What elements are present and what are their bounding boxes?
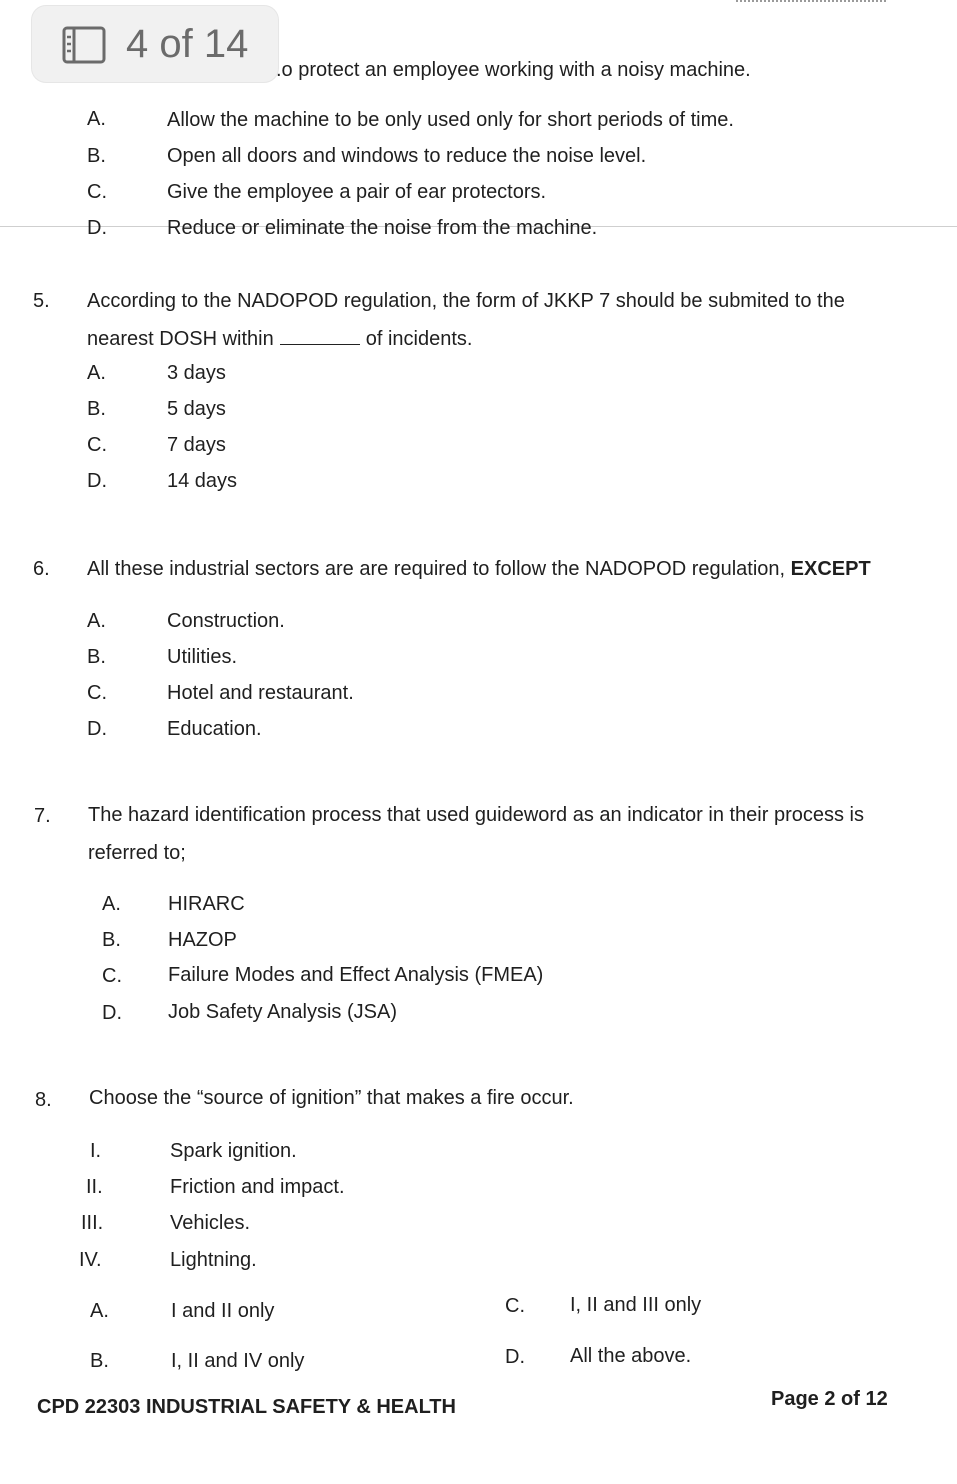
q7-option-d-letter: D. bbox=[102, 1002, 122, 1024]
q5-answer-blank bbox=[280, 326, 360, 345]
q6-emphasis: EXCEPT bbox=[790, 558, 871, 580]
q7-option-a-letter: A. bbox=[102, 893, 121, 915]
q6-option-a-letter: A. bbox=[87, 610, 106, 632]
q6-option-d-text: Education. bbox=[167, 718, 262, 740]
q7-line1: The hazard identification process that used guideword as an indicator in their process is bbox=[88, 804, 864, 826]
q8-option-a-text: I and II only bbox=[171, 1300, 275, 1322]
q7-number: 7. bbox=[34, 805, 51, 827]
q4-option-c-letter: C. bbox=[87, 181, 107, 203]
q8-option-b-text: I, II and IV only bbox=[171, 1350, 305, 1372]
q7-line2: referred to; bbox=[88, 842, 186, 864]
q4-option-c-text: Give the employee a pair of ear protectors. bbox=[167, 181, 547, 203]
q5-line2-end: of incidents. bbox=[365, 328, 473, 350]
q8-item-4-numeral: IV. bbox=[79, 1249, 102, 1271]
q5-line2-start: nearest DOSH within bbox=[87, 328, 274, 350]
q8-option-c-text: I, II and III only bbox=[570, 1294, 702, 1316]
q8-stem: Choose the “source of ignition” that makes a fire occur. bbox=[89, 1087, 574, 1109]
q8-item-1-text: Spark ignition. bbox=[170, 1140, 297, 1162]
q8-option-a-letter: A. bbox=[90, 1300, 109, 1322]
q4-option-b-letter: B. bbox=[87, 145, 106, 167]
q8-option-d-letter: D. bbox=[505, 1346, 525, 1368]
q8-option-c-letter: C. bbox=[505, 1295, 525, 1317]
q8-item-1-numeral: I. bbox=[90, 1140, 102, 1162]
q5-option-c-text: 7 days bbox=[167, 434, 226, 456]
q7-option-a-text: HIRARC bbox=[168, 893, 245, 915]
q6-option-a-text: Construction. bbox=[167, 610, 285, 632]
q5-number: 5. bbox=[33, 290, 50, 312]
q4-option-a-text: Allow the machine to be only used only for short periods of time. bbox=[167, 109, 734, 131]
header-edge-mark bbox=[736, 0, 886, 5]
page-view-icon bbox=[62, 26, 106, 64]
q8-item-2-numeral: II. bbox=[86, 1176, 103, 1198]
q6-option-b-letter: B. bbox=[87, 646, 106, 668]
q4-option-d-letter: D. bbox=[87, 217, 107, 239]
footer-page-number: Page 2 of 12 bbox=[771, 1388, 888, 1410]
footer-course-title: CPD 22303 INDUSTRIAL SAFETY & HEALTH bbox=[37, 1396, 456, 1418]
q6-option-c-text: Hotel and restaurant. bbox=[167, 682, 354, 704]
q6-option-d-letter: D. bbox=[87, 718, 107, 740]
q5-line1: According to the NADOPOD regulation, the form of JKKP 7 should be submited to the bbox=[87, 290, 845, 312]
q4-stem: .o protect an employee working with a noisy machine. bbox=[276, 59, 751, 81]
q4-option-d-text: Reduce or eliminate the noise from the machine. bbox=[167, 217, 598, 239]
q8-option-b-letter: B. bbox=[90, 1350, 109, 1372]
q8-item-4-text: Lightning. bbox=[170, 1249, 257, 1271]
q8-option-d-text: All the above. bbox=[570, 1345, 692, 1367]
q5-option-d-text: 14 days bbox=[167, 470, 238, 492]
q5-option-b-text: 5 days bbox=[167, 398, 226, 420]
q7-option-b-text: HAZOP bbox=[168, 929, 237, 951]
q4-option-a-letter: A. bbox=[87, 108, 106, 130]
q6-number: 6. bbox=[33, 558, 50, 580]
q5-option-a-text: 3 days bbox=[167, 362, 226, 384]
page-indicator-text: 4 of 14 bbox=[126, 22, 249, 66]
q4-option-b-text: Open all doors and windows to reduce the noise level. bbox=[167, 145, 647, 167]
q5-option-c-letter: C. bbox=[87, 434, 107, 456]
q6-stem-line bbox=[87, 557, 871, 581]
q7-option-c-text: Failure Modes and Effect Analysis (FMEA) bbox=[168, 964, 544, 986]
q6-stem: All these industrial sectors are are required to follow the NADOPOD regulation, bbox=[87, 558, 786, 580]
q8-item-3-numeral: III. bbox=[81, 1212, 104, 1234]
q5-line2 bbox=[87, 326, 472, 351]
q6-option-b-text: Utilities. bbox=[167, 646, 238, 668]
page-indicator-badge[interactable] bbox=[32, 6, 278, 82]
q5-option-d-letter: D. bbox=[87, 470, 107, 492]
q7-option-d-text: Job Safety Analysis (JSA) bbox=[168, 1001, 397, 1023]
q6-option-c-letter: C. bbox=[87, 682, 107, 704]
q5-option-a-letter: A. bbox=[87, 362, 106, 384]
q8-item-3-text: Vehicles. bbox=[170, 1212, 251, 1234]
q8-number: 8. bbox=[35, 1089, 52, 1111]
q5-option-b-letter: B. bbox=[87, 398, 106, 420]
q8-item-2-text: Friction and impact. bbox=[170, 1176, 345, 1198]
q7-option-c-letter: C. bbox=[102, 965, 122, 987]
q7-option-b-letter: B. bbox=[102, 929, 121, 951]
